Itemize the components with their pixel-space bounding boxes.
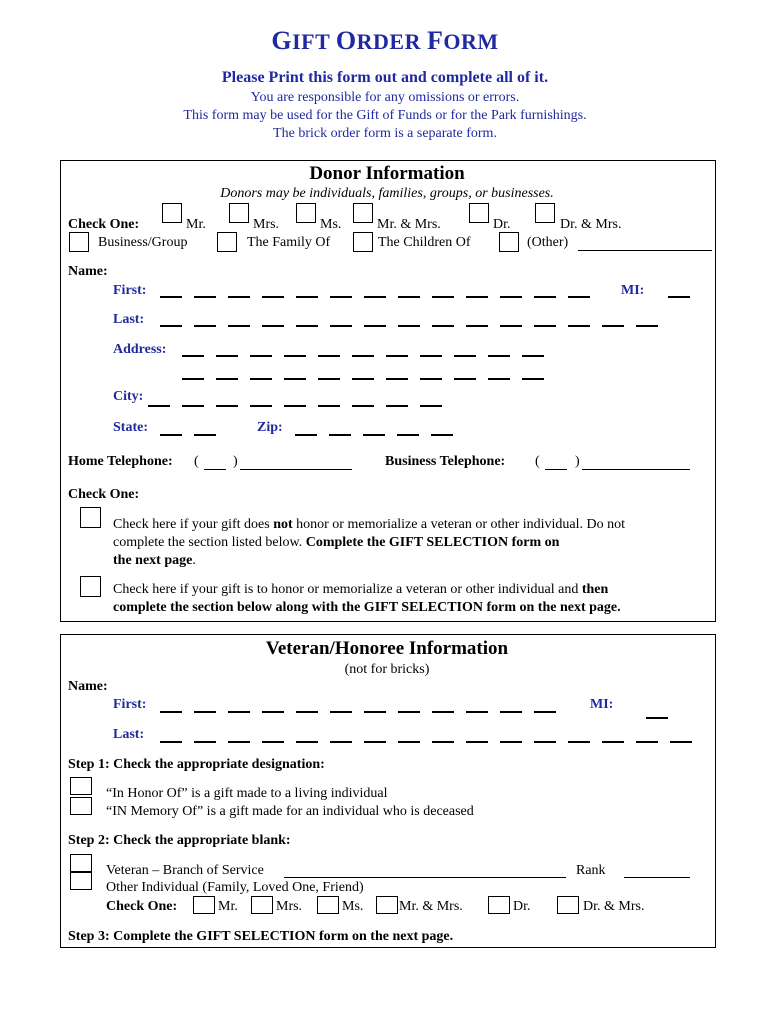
- veteran-subtitle: (not for bricks): [344, 662, 430, 677]
- donor-zip-label: Zip:: [257, 420, 283, 435]
- veteran-check-one-label: Check One:: [106, 899, 178, 914]
- usage-note: This form may be used for the Gift of Funds or for the Park furnishings.: [183, 108, 587, 123]
- donor-address-input-1[interactable]: [182, 355, 546, 357]
- business-group-label: Business/Group: [98, 235, 188, 250]
- children-of-label: The Children Of: [378, 235, 471, 250]
- donor-state-input[interactable]: [160, 434, 216, 436]
- title-mr-label: Mr.: [186, 217, 206, 232]
- home-tel-number-input[interactable]: [240, 469, 352, 470]
- biz-tel-number-input[interactable]: [582, 469, 690, 470]
- step3-label: Step 3: Complete the GIFT SELECTION form on the next page.: [68, 929, 454, 944]
- donor-first-input[interactable]: [160, 296, 592, 298]
- title-mrs-checkbox[interactable]: [229, 203, 249, 223]
- family-of-label: The Family Of: [247, 235, 331, 250]
- responsibility-note: You are responsible for any omissions or errors.: [250, 90, 520, 105]
- title-mr-mrs-label: Mr. & Mrs.: [377, 217, 441, 232]
- no-honor-checkbox[interactable]: [80, 507, 101, 528]
- vet-title-mr-checkbox[interactable]: [193, 896, 215, 914]
- home-tel-area-input[interactable]: [204, 469, 226, 470]
- title-mr-mrs-checkbox[interactable]: [353, 203, 373, 223]
- brick-note: The brick order form is a separate form.: [273, 126, 497, 141]
- veteran-mi-input[interactable]: [646, 717, 670, 719]
- print-notice: Please Print this form out and complete all of it.: [221, 69, 549, 86]
- rank-label: Rank: [576, 863, 606, 878]
- vet-title-mrs-label: Mrs.: [276, 899, 303, 914]
- vet-title-dr-checkbox[interactable]: [488, 896, 510, 914]
- business-group-checkbox[interactable]: [69, 232, 89, 252]
- vet-title-mrs-checkbox[interactable]: [251, 896, 273, 914]
- veteran-type-checkbox[interactable]: [70, 854, 92, 872]
- title-ms-checkbox[interactable]: [296, 203, 316, 223]
- biz-tel-area-input[interactable]: [545, 469, 567, 470]
- title-dr-checkbox[interactable]: [469, 203, 489, 223]
- vet-title-mr-mrs-checkbox[interactable]: [376, 896, 398, 914]
- donor-name-label: Name:: [68, 264, 108, 279]
- other-checkbox[interactable]: [499, 232, 519, 252]
- donor-mi-label: MI:: [621, 283, 645, 298]
- step1-label: Step 1: Check the appropriate designation:: [68, 757, 325, 772]
- home-tel-paren-open: (: [194, 454, 199, 469]
- home-telephone-label: Home Telephone:: [68, 454, 173, 469]
- donor-address-input-2[interactable]: [182, 378, 546, 380]
- donor-zip-input[interactable]: [295, 434, 455, 436]
- veteran-name-label: Name:: [68, 679, 108, 694]
- branch-of-service-input[interactable]: [284, 877, 566, 878]
- biz-tel-paren-close: ): [575, 454, 580, 469]
- donor-city-label: City:: [113, 389, 144, 404]
- veteran-section-title: Veteran/Honoree Information: [265, 638, 509, 659]
- vet-title-mr-mrs-label: Mr. & Mrs.: [399, 899, 463, 914]
- title-dr-mrs-checkbox[interactable]: [535, 203, 555, 223]
- honor-text-1: Check here if your gift is to honor or memorialize a veteran or other individual and then: [113, 582, 609, 597]
- step2-label: Step 2: Check the appropriate blank:: [68, 833, 291, 848]
- business-telephone-label: Business Telephone:: [385, 454, 506, 469]
- rank-input[interactable]: [624, 877, 690, 878]
- other-label: (Other): [527, 235, 569, 250]
- title-mrs-label: Mrs.: [253, 217, 280, 232]
- vet-title-dr-label: Dr.: [513, 899, 531, 914]
- vet-title-dr-mrs-checkbox[interactable]: [557, 896, 579, 914]
- veteran-branch-label: Veteran – Branch of Service: [106, 863, 264, 878]
- home-tel-paren-close: ): [233, 454, 238, 469]
- veteran-mi-label: MI:: [590, 697, 614, 712]
- other-individual-checkbox[interactable]: [70, 872, 92, 890]
- no-honor-text-2: complete the section listed below. Complete the GIFT SELECTION form on: [113, 535, 560, 550]
- donor-state-label: State:: [113, 420, 148, 435]
- donor-first-label: First:: [113, 283, 147, 298]
- vet-title-dr-mrs-label: Dr. & Mrs.: [583, 899, 645, 914]
- other-input-line[interactable]: [578, 250, 712, 251]
- vet-title-mr-label: Mr.: [218, 899, 238, 914]
- donor-last-label: Last:: [113, 312, 145, 327]
- donor-check-one-label-2: Check One:: [68, 487, 140, 502]
- in-honor-text: “In Honor Of” is a gift made to a living individual: [106, 786, 388, 801]
- vet-title-ms-checkbox[interactable]: [317, 896, 339, 914]
- donor-mi-input[interactable]: [668, 296, 692, 298]
- donor-subtitle: Donors may be individuals, families, groups, or businesses.: [220, 186, 554, 201]
- title-dr-label: Dr.: [493, 217, 511, 232]
- biz-tel-paren-open: (: [535, 454, 540, 469]
- honor-text-2: complete the section below along with the GIFT SELECTION form on the next page.: [113, 600, 621, 615]
- in-memory-checkbox[interactable]: [70, 797, 92, 815]
- veteran-last-input[interactable]: [160, 741, 694, 743]
- title-mr-checkbox[interactable]: [162, 203, 182, 223]
- donor-last-input[interactable]: [160, 325, 660, 327]
- in-memory-text: “IN Memory Of” is a gift made for an individual who is deceased: [106, 804, 474, 819]
- no-honor-text-1: Check here if your gift does not honor or memorialize a veteran or other individual. Do not: [113, 517, 626, 532]
- family-of-checkbox[interactable]: [217, 232, 237, 252]
- honor-checkbox[interactable]: [80, 576, 101, 597]
- donor-section-title: Donor Information: [309, 163, 465, 184]
- donor-address-label: Address:: [113, 342, 167, 357]
- children-of-checkbox[interactable]: [353, 232, 373, 252]
- veteran-first-input[interactable]: [160, 711, 558, 713]
- donor-check-one-label: Check One:: [68, 217, 140, 232]
- no-honor-text-3: the next page.: [113, 553, 196, 568]
- title-dr-mrs-label: Dr. & Mrs.: [560, 217, 622, 232]
- vet-title-ms-label: Ms.: [342, 899, 364, 914]
- in-honor-checkbox[interactable]: [70, 777, 92, 795]
- other-individual-label: Other Individual (Family, Loved One, Friend): [106, 880, 364, 895]
- form-title: GIFT ORDER FORM: [271, 26, 499, 55]
- donor-city-input[interactable]: [148, 405, 444, 407]
- title-ms-label: Ms.: [320, 217, 342, 232]
- veteran-first-label: First:: [113, 697, 147, 712]
- veteran-last-label: Last:: [113, 727, 145, 742]
